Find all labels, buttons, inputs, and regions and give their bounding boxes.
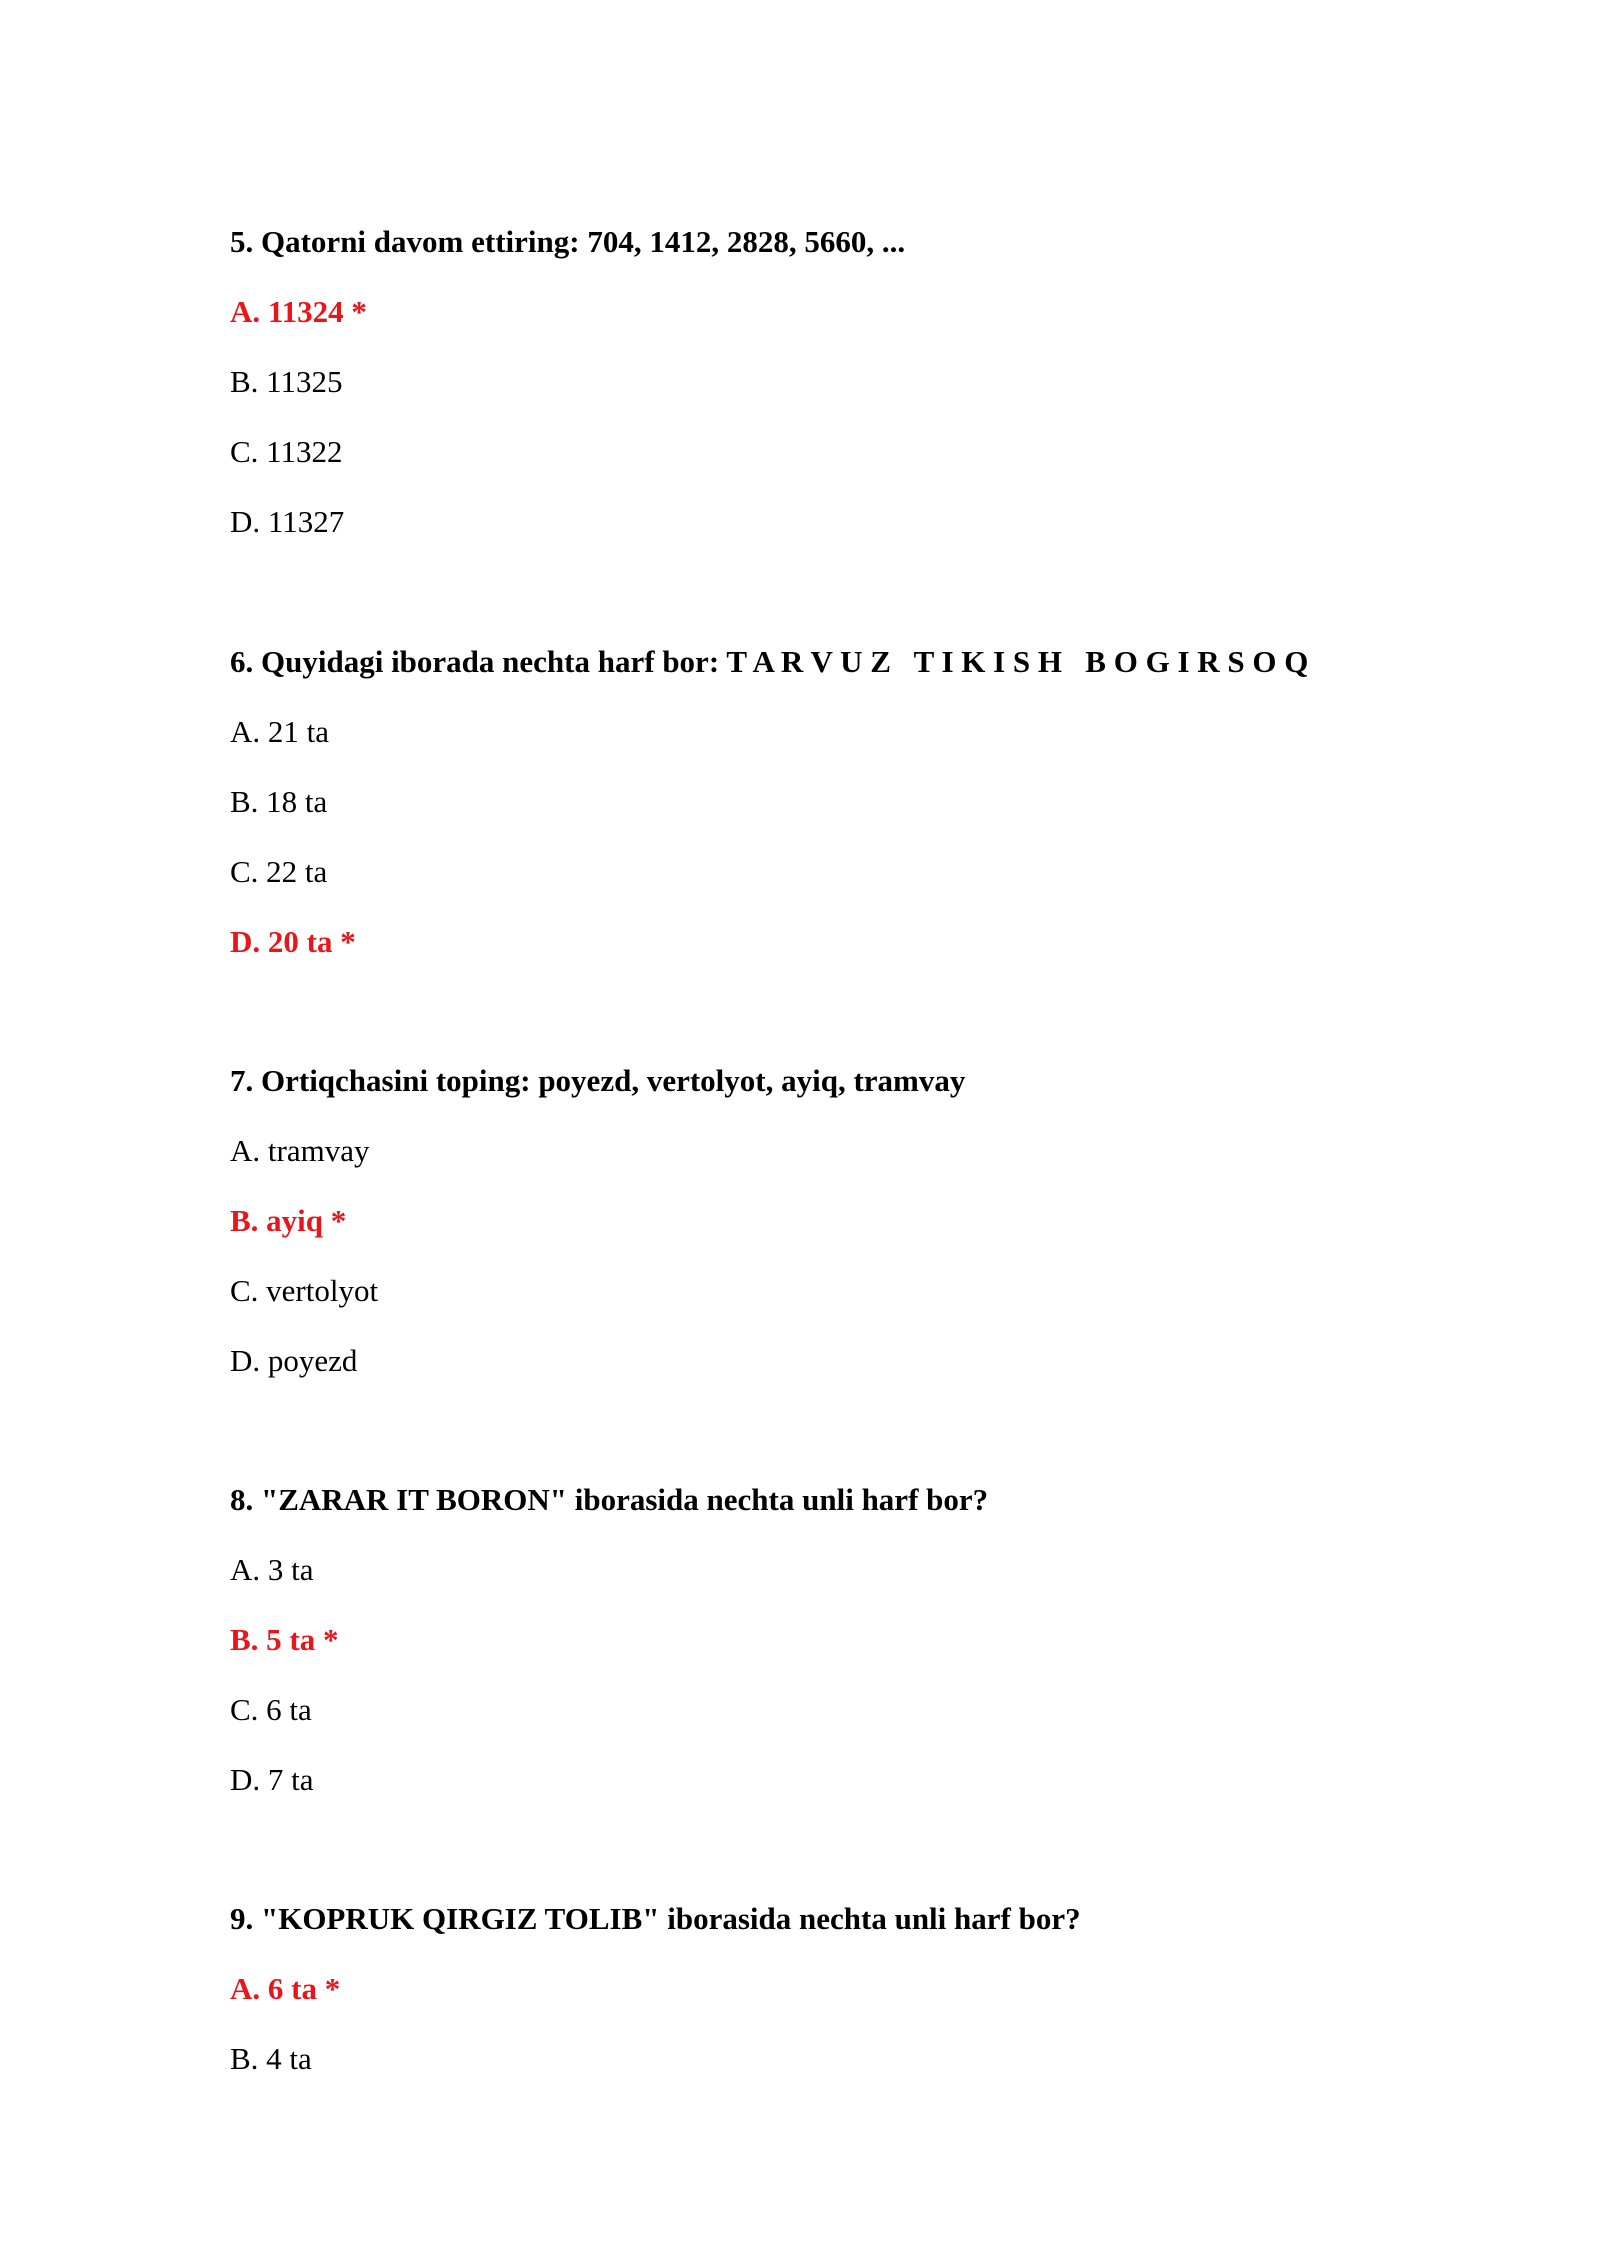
question-text: 5. Qatorni davom ettiring: 704, 1412, 2828, 5660, ...: [230, 224, 906, 259]
option-a: A. tramvay: [230, 1133, 370, 1168]
question-text: 7. Ortiqchasini toping: poyezd, vertolyot, ayiq, tramvay: [230, 1063, 966, 1098]
question-text: 8. "ZARAR IT BORON" iborasida nechta unli harf bor?: [230, 1482, 989, 1517]
question-5: [230, 222, 1430, 542]
question-text: 6. Quyidagi iborada nechta harf bor: T A R V U Z T I K I S H B O G I R S O Q: [230, 644, 1309, 679]
option-c: C. vertolyot: [230, 1273, 379, 1308]
option-b: B. 18 ta: [230, 784, 328, 819]
option-d: D. 20 ta *: [230, 924, 356, 959]
option-a: A. 21 ta: [230, 714, 330, 749]
option-b: B. ayiq *: [230, 1203, 347, 1238]
question-text: 9. "KOPRUK QIRGIZ TOLIB" iborasida nechta unli harf bor?: [230, 1901, 1081, 1936]
option-b: B. 4 ta: [230, 2041, 312, 2076]
option-d: D. 11327: [230, 504, 345, 539]
option-a: A. 3 ta: [230, 1552, 314, 1587]
option-c: C. 6 ta: [230, 1692, 312, 1727]
question-8: [230, 1480, 1430, 1800]
question-6: [230, 642, 1430, 962]
option-b: B. 11325: [230, 364, 343, 399]
option-d: D. poyezd: [230, 1343, 358, 1378]
option-b: B. 5 ta *: [230, 1622, 339, 1657]
option-a: A. 6 ta *: [230, 1971, 341, 2006]
question-7: [230, 1061, 1430, 1381]
option-c: C. 11322: [230, 434, 343, 469]
option-c: C. 22 ta: [230, 854, 328, 889]
option-a: A. 11324 *: [230, 294, 367, 329]
option-d: D. 7 ta: [230, 1762, 314, 1797]
question-9: [230, 1899, 1430, 2079]
